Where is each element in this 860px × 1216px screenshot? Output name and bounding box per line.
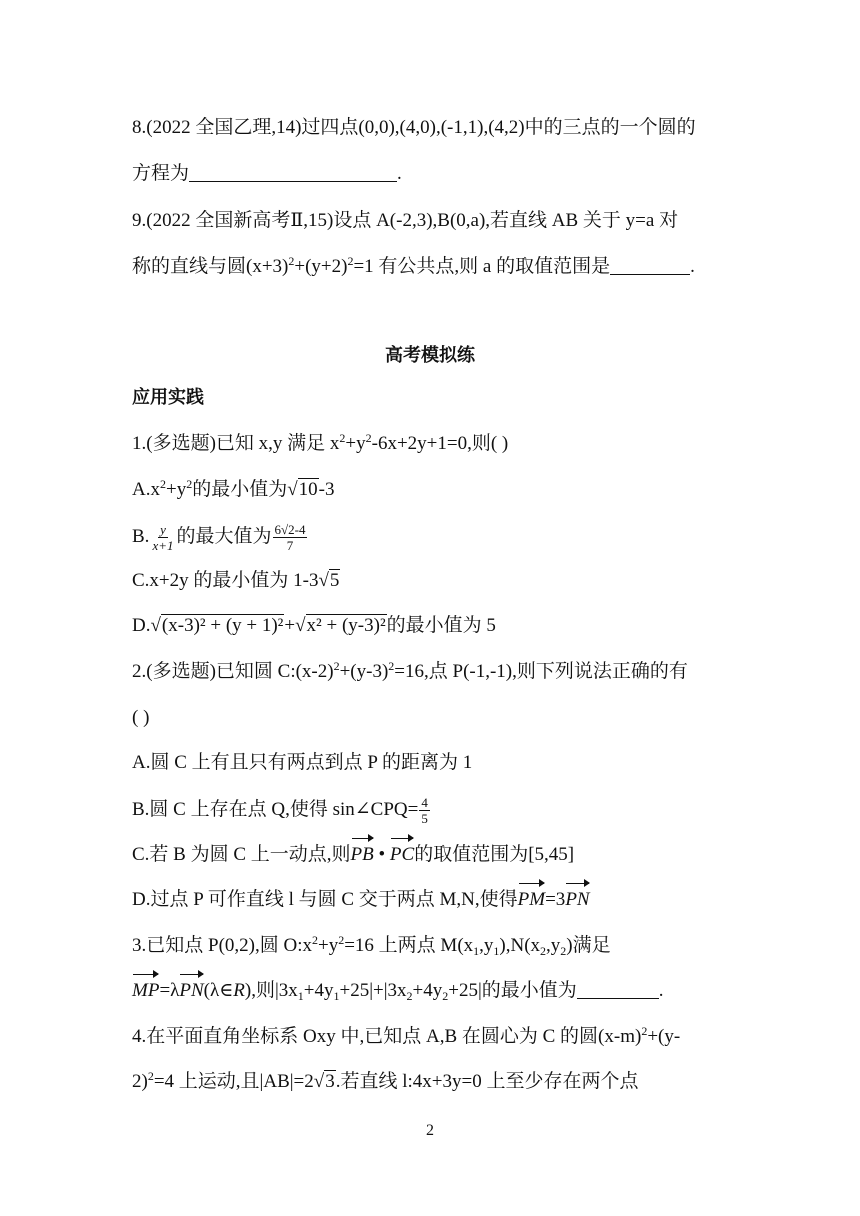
question-3-line-2: MP=λPN(λ∈R),则$|3x_1+4y_1+25|+|3x_2+4y_2+25|$的最小值为 . [132,977,664,1005]
sqrt-symbol: √3 [313,1071,335,1092]
sqrt-symbol: √5 [318,570,340,591]
subsection-title: 应用实践 [132,387,204,408]
question-1-option-b: B. $\frac{y}{x+1}$ 的最大值为 $\frac{6√2-4}{7}$ [132,522,306,553]
question-4-line-2: 2)$^2$=4 上运动,且|AB|=2√3.若直线 l:4x+3y=0 上至少存在两个点 [132,1068,638,1096]
question-9-line-2: 称的直线与圆$(x+3)^2+(y+2)^2=1$ 有公共点,则 a 的取值范围是 . [132,254,695,277]
question-1-stem: 1.(多选题)已知 x,y 满足 $x^2+y^2-6x+2y+1=0$,则( ) [132,431,509,454]
answer-blank [610,254,690,275]
question-2-stem-line-2: ( ) [132,707,150,728]
question-2-stem: 2.(多选题)已知圆 $C:(x-2)^2+(y-3)^2=16$,点 P(-1,-1),则下列说法正确的有 [132,659,688,682]
sqrt-symbol: √x² + (y-3)² [295,615,386,636]
question-3-line-1: 3.已知点 P(0,2),圆 $O:x^2+y^2=16$ 上两点 $M(x_1,y_1),N(x_2,y_2)$满足 [132,933,611,958]
question-1-option-d: D.√(x-3)² + (y + 1)²+√x² + (y-3)²的最小值为 5 [132,612,496,640]
answer-blank [577,978,659,999]
answer-blank [189,161,397,182]
question-2-option-d: D.过点 P 可作直线 l 与圆 C 交于两点 M,N,使得PM=3PN [132,886,590,914]
question-2-option-b: B.圆 C 上存在点 Q,使得 sin∠CPQ= $\frac{4}{5}$ [132,795,428,826]
question-8-line-1: 8.(2022 全国乙理,14)过四点(0,0),(4,0),(-1,1),(4,2)中的三点的一个圆的 [132,117,696,138]
vector: PM [518,886,545,914]
question-1-option-c: C.x+2y 的最小值为 1-3√5 [132,567,340,595]
vector: PN [179,977,203,1005]
question-1-option-a: $A.x^2+y^2$的最小值为√10-3 [132,476,334,504]
fraction: $\frac{y}{x+1}$ [152,522,174,553]
question-9-line-1: 9.(2022 全国新高考Ⅱ,15)设点 A(-2,3),B(0,a),若直线 AB 关于 y=a 对 [132,210,679,231]
question-8-line-2: 方程为 . [132,163,402,184]
question-4-line-1: 4.在平面直角坐标系 Oxy 中,已知点 A,B 在圆心为 C 的圆$(x-m)^2+(y-$ [132,1024,681,1047]
fraction: $\frac{6√2-4}{7}$ [274,522,306,553]
sqrt-symbol: √10 [287,479,318,500]
vector: PB [351,841,374,869]
question-2-option-a: A.圆 C 上有且只有两点到点 P 的距离为 1 [132,752,473,773]
fraction: $\frac{4}{5}$ [421,795,428,826]
section-title: 高考模拟练 [385,345,475,366]
question-2-option-c: C.若 B 为圆 C 上一动点,则PB • PC的取值范围为[5,45] [132,841,574,869]
vector: PN [565,886,589,914]
vector: PC [390,841,414,869]
page-number: 2 [426,1122,434,1139]
vector: MP [132,977,159,1005]
sqrt-symbol: √(x-3)² + (y + 1)² [150,615,284,636]
